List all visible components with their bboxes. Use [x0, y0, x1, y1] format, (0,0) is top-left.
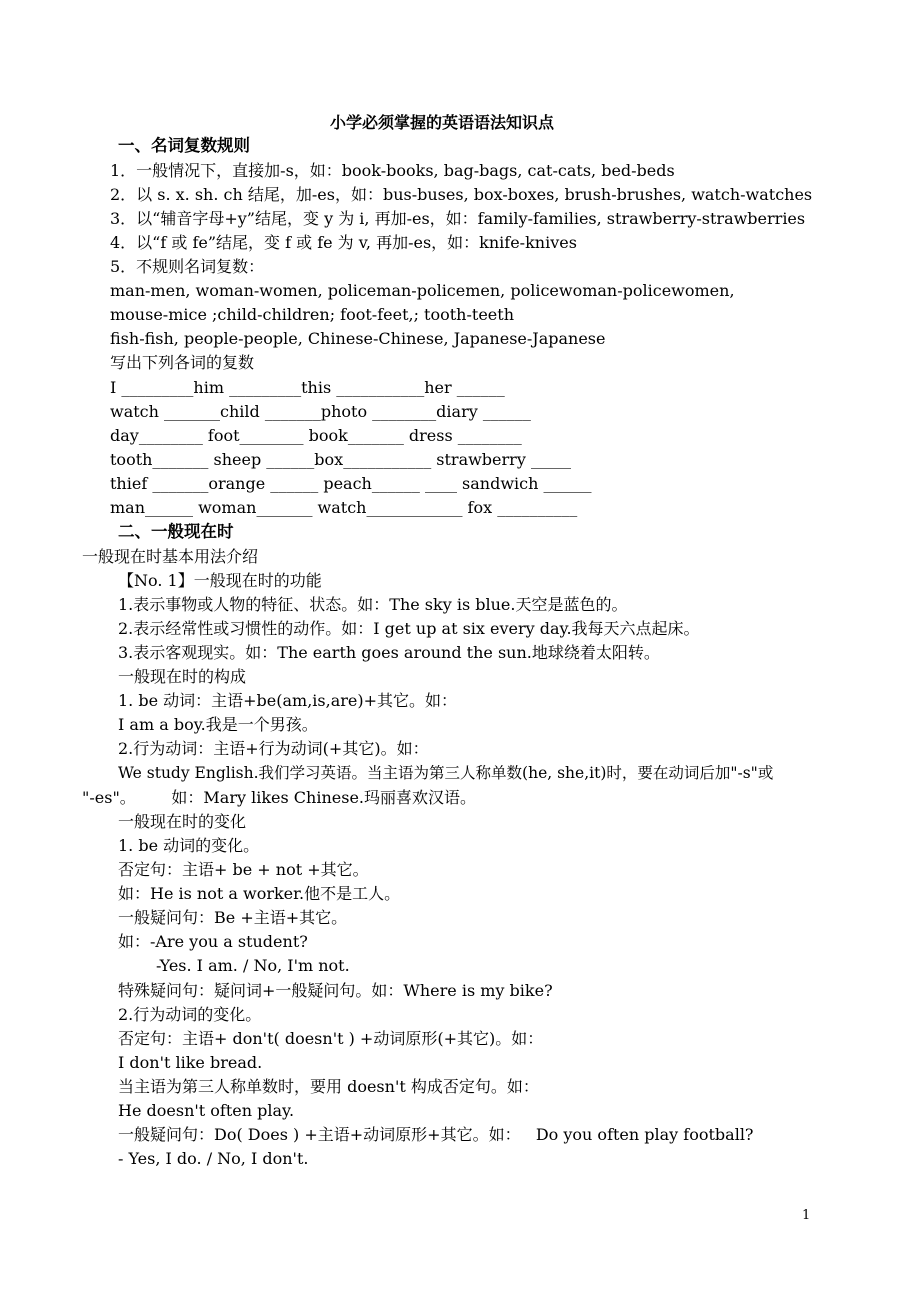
body-line: 特殊疑问句：疑问词+一般疑问句。如：Where is my bike? [118, 981, 553, 1000]
irregular-line: mouse-mice ;child-children; foot-feet,; tooth-teeth [110, 305, 514, 324]
body-line: 如：-Are you a student? [118, 932, 308, 951]
body-line: 1. be 动词：主语+be(am,is,are)+其它。如： [118, 691, 458, 710]
body-line: 一般现在时的变化 [118, 812, 247, 831]
rule-line: 2．以 s. x. sh. ch 结尾，加-es，如：bus-buses, box-boxes, brush-brushes, watch-watches [110, 185, 813, 204]
exercise-title: 写出下列各词的复数 [110, 353, 255, 372]
body-line: 当主语为第三人称单数时，要用 doesn't 构成否定句。如： [118, 1077, 539, 1096]
irregular-line: fish-fish, people-people, Chinese-Chinese, Japanese-Japanese [110, 329, 606, 348]
body-line: 一般疑问句：Be +主语+其它。 [118, 908, 348, 927]
body-line: 否定句：主语+ be + not +其它。 [118, 860, 369, 879]
rule-line: 4．以“f 或 fe”结尾，变 f 或 fe 为 v, 再加-es，如：knife-knives [110, 233, 577, 252]
page-number: 1 [802, 1208, 811, 1223]
answer-line: -Yes. I am. / No, I'm not. [156, 956, 350, 975]
body-line-wrap: "-es"。 如：Mary likes Chinese.玛丽喜欢汉语。 [82, 788, 477, 807]
body-line: He doesn't often play. [118, 1101, 295, 1120]
body-line: 2.表示经常性或习惯性的动作。如：I get up at six every day.我每天六点起床。 [118, 619, 700, 638]
body-line: 【No. 1】一般现在时的功能 [118, 571, 322, 590]
body-line: 一般疑问句：Do( Does ) +主语+动词原形+其它。如： Do you often play football? [118, 1125, 754, 1144]
body-line: We study English.我们学习英语。当主语为第三人称单数(he, she,it)时，要在动词后加"-s"或 [118, 764, 774, 782]
exercise-row: tooth_______ sheep ______box___________ strawberry _____ [110, 450, 571, 469]
body-line: 2.行为动词：主语+行为动词(+其它)。如： [118, 739, 429, 758]
body-line: 3.表示客观现实。如：The earth goes around the sun.地球绕着太阳转。 [118, 643, 660, 662]
body-line: 一般现在时的构成 [118, 667, 247, 686]
section-heading-plurals: 一、名词复数规则 [118, 136, 250, 155]
body-line: 否定句：主语+ don't( doesn't ) +动词原形(+其它)。如： [118, 1029, 544, 1048]
section-intro: 一般现在时基本用法介绍 [82, 547, 259, 566]
section-heading-present-tense: 二、一般现在时 [118, 522, 234, 541]
body-line: 如：He is not a worker.他不是工人。 [118, 884, 401, 903]
body-line: 2.行为动词的变化。 [118, 1005, 262, 1024]
rule-line: 3．以“辅音字母+y”结尾，变 y 为 i, 再加-es，如：family-families, strawberry-strawberries [110, 209, 806, 228]
body-line: - Yes, I do. / No, I don't. [118, 1149, 309, 1168]
exercise-row: day________ foot________ book_______ dress ________ [110, 426, 522, 445]
irregular-line: man-men, woman-women, policeman-policemen, policewoman-policewomen, [110, 281, 735, 300]
body-line: I don't like bread. [118, 1053, 263, 1072]
exercise-row: I _________him _________this ___________her ______ [110, 378, 505, 397]
exercise-row: watch _______child _______photo ________diary ______ [110, 402, 531, 421]
page-title: 小学必须掌握的英语语法知识点 [330, 113, 555, 132]
rule-line: 5．不规则名词复数： [110, 257, 265, 276]
exercise-row: thief _______orange ______ peach______ ____ sandwich ______ [110, 474, 592, 493]
body-line: 1.表示事物或人物的特征、状态。如：The sky is blue.天空是蓝色的。 [118, 595, 628, 614]
exercise-row: man______ woman_______ watch____________ fox __________ [110, 498, 578, 517]
rule-line: 1．一般情况下，直接加-s，如：book-books, bag-bags, cat-cats, bed-beds [110, 161, 675, 180]
body-line: I am a boy.我是一个男孩。 [118, 715, 318, 734]
body-line: 1. be 动词的变化。 [118, 836, 260, 855]
